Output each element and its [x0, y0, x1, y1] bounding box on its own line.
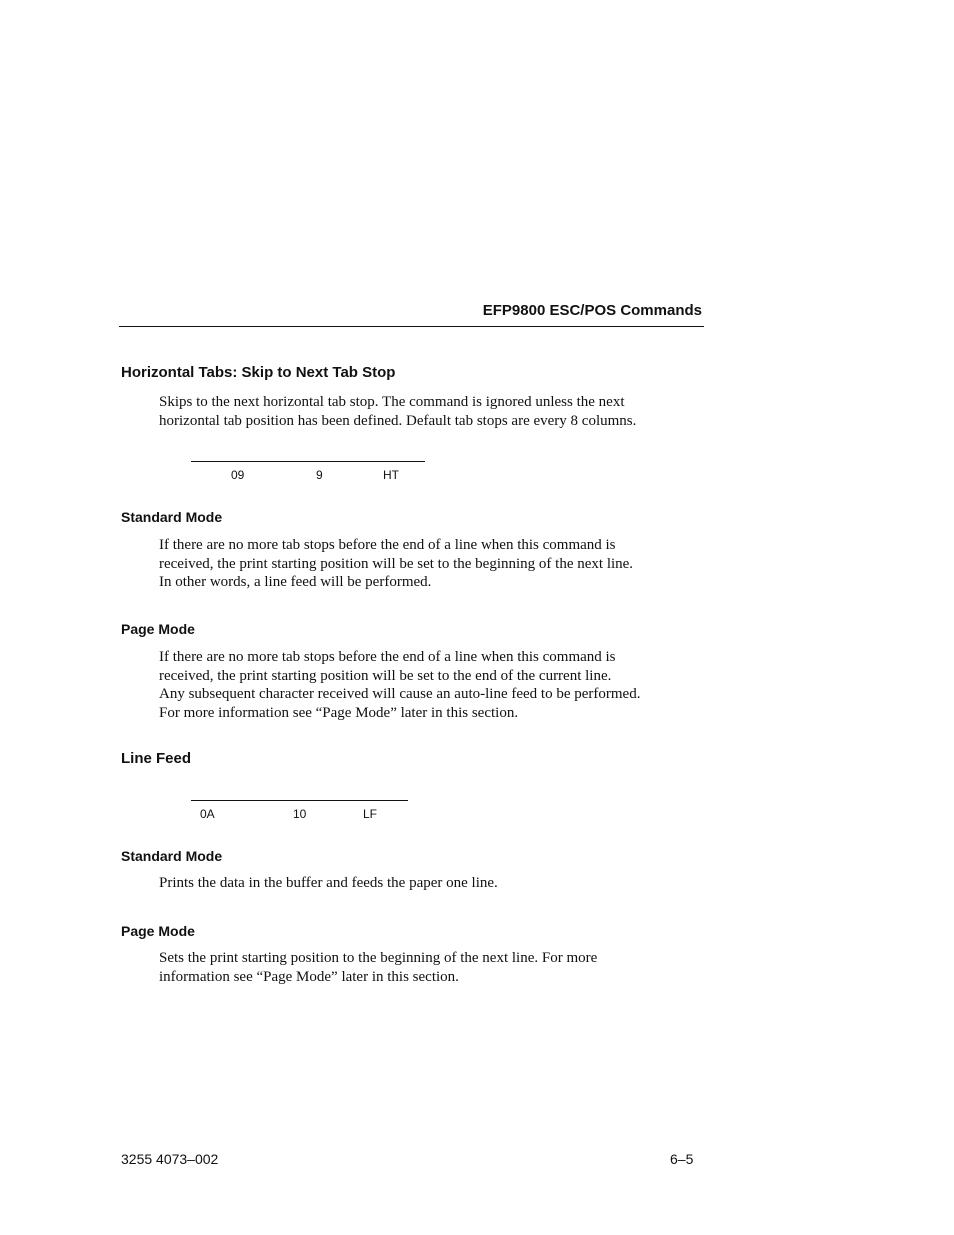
- paragraph-line: Any subsequent character received will cause an auto-line feed to be performed.: [159, 686, 641, 703]
- paragraph-line: In other words, a line feed will be performed.: [159, 574, 432, 591]
- horizontal-tab-intro: [159, 393, 719, 430]
- running-header-title: EFP9800 ESC/POS Commands: [482, 302, 702, 319]
- code-table-rule: [191, 800, 408, 801]
- footer-doc-number: 3255 4073–002: [121, 1151, 219, 1167]
- code-hex: 0A: [200, 807, 215, 821]
- paragraph-line: information see “Page Mode” later in this section.: [159, 968, 459, 985]
- paragraph-line: Sets the print starting position to the beginning of the next line. For more: [159, 950, 598, 966]
- code-ascii: HT: [383, 468, 399, 482]
- section-title-horizontal-tabs: Horizontal Tabs: Skip to Next Tab Stop: [121, 364, 396, 381]
- subheading-standard-mode: Standard Mode: [121, 509, 223, 525]
- subheading-page-mode: Page Mode: [121, 923, 195, 939]
- code-table-rule: [191, 461, 425, 462]
- paragraph-line: For more information see “Page Mode” later in this section.: [159, 705, 519, 722]
- footer-page-number: 6–5: [670, 1151, 694, 1167]
- subheading-standard-mode: Standard Mode: [121, 848, 223, 864]
- code-decimal: 9: [316, 468, 323, 482]
- paragraph-line: received, the print starting position will be set to the beginning of the next line.: [159, 555, 634, 572]
- paragraph-line: Skips to the next horizontal tab stop. The command is ignored unless the next: [159, 394, 625, 410]
- header-rule: [119, 326, 704, 327]
- code-ascii: LF: [363, 807, 378, 821]
- paragraph-line: horizontal tab position has been defined. Default tab stops are every 8 columns.: [159, 412, 637, 429]
- paragraph-line: If there are no more tab stops before the end of a line when this command is: [159, 649, 616, 665]
- standard-mode-text: [159, 874, 719, 893]
- subheading-page-mode: Page Mode: [121, 621, 195, 637]
- code-decimal: 10: [293, 807, 307, 821]
- code-hex: 09: [231, 468, 245, 482]
- paragraph-line: received, the print starting position will be set to the end of the current line.: [159, 667, 612, 684]
- section-title-line-feed: Line Feed: [121, 750, 192, 767]
- page-mode-text: [159, 949, 719, 986]
- page-mode-text: [159, 648, 719, 723]
- standard-mode-text: [159, 536, 719, 592]
- paragraph-line: If there are no more tab stops before the end of a line when this command is: [159, 537, 616, 553]
- paragraph-line: Prints the data in the buffer and feeds the paper one line.: [159, 875, 498, 891]
